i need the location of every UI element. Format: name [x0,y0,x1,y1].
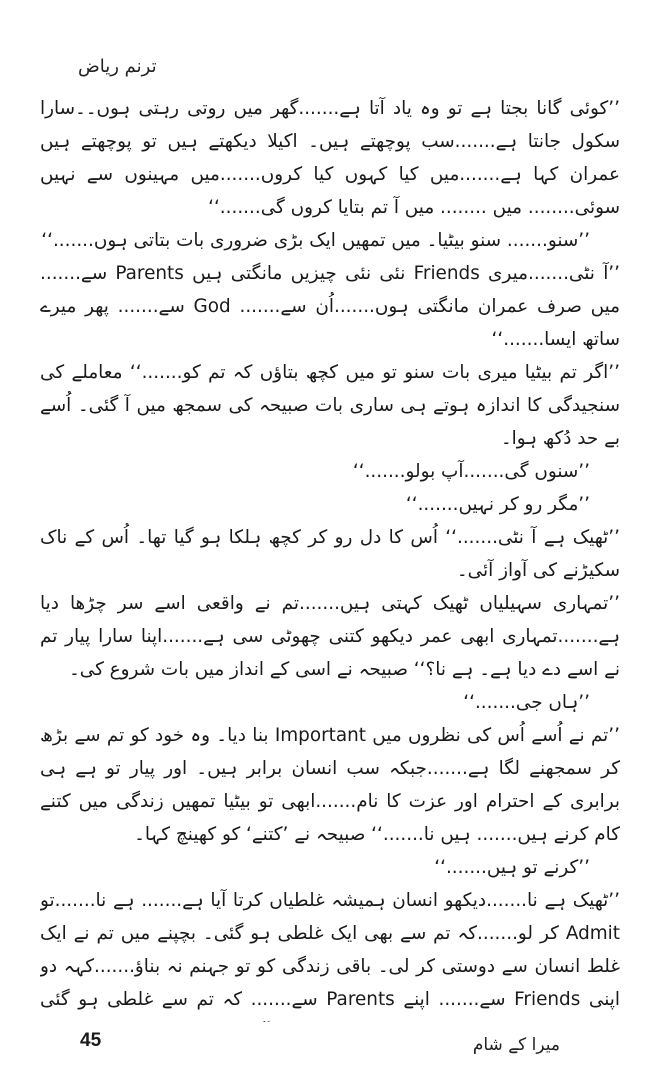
paragraph: ’’آ نٹی.......میری Friends نئی نئی چیزیں مانگتی ہیں Parents سے....... میں صرف عمران مانگتی ہوں.......اُن سے....... God سے....... پھر میرے ساتھ ایسا.......‘‘ [40,263,620,350]
paragraph: ’’سنوں گی.......آپ بولو.......‘‘ [352,461,590,482]
running-header-author: ترنم ریاض [78,56,157,77]
paragraph: ’’سنو....... سنو بیٹیا۔ میں تمھیں ایک بڑی ضروری بات بتاتی ہوں.......‘‘ [41,230,590,251]
paragraph: ’’تم نے اُسے اُس کی نظروں میں Important بنا دیا۔ وہ خود کو تم سے بڑھ کر سمجھنے لگا ہے.......جبکہ سب انسان برابر ہیں۔ اور پیار تو ہے ہی برابری کے احترام اور عزت کا نام.......ابھی تو بیٹیا تمھیں زندگی میں کتنے کام کرنے ہیں....... ہیں نا.......‘‘ صبیحہ نے ’کتنے‘ کو کھینچ کہا۔ [40,725,620,845]
running-footer-book-title: میرا کے شام [472,1035,560,1055]
page-body-text [40,92,620,1022]
paragraph: ’’کوئی گانا بجتا ہے تو وہ یاد آتا ہے.......گھر میں روتی رہتی ہوں۔۔سارا سکول جانتا ہے.......سب پوچھتے ہیں۔ اکیلا دیکھتے ہیں تو پوچھتے ہیں عمران کہا ہے.......میں کیا کہوں کیا کروں.......میں مہینوں سے نہیں سوئی........ میں ........ میں آ تم بتایا کروں گی.......‘‘ [40,98,620,218]
page-number: 45 [80,1030,102,1051]
paragraph: ’’اگر تم بیٹیا میری بات سنو تو میں کچھ بتاؤں کہ تم کو.......‘‘ معاملے کی سنجیدگی کا اندازہ ہوتے ہی ساری بات صبیحہ کی سمجھ میں آ گئی۔ اُسے بے حد دُکھ ہوا۔ [40,362,620,449]
paragraph: ’’مگر رو کر نہیں.......‘‘ [405,494,590,515]
paragraph: ’’ٹھیک ہے آ نٹی.......‘‘ اُس کا دل رو کر کچھ ہلکا ہو گیا تھا۔ اُس کے ناک سکیڑنے کی آواز آئی۔ [40,527,620,581]
paragraph: ’’ہاں جی.......‘‘ [463,692,590,713]
paragraph: ’’ٹھیک ہے نا.......دیکھو انسان ہمیشہ غلطیاں کرتا آیا ہے....... ہے نا.......تو Admit کر لو.......کہ تم سے بھی ایک غلطی ہو گئی۔ بچپنے میں تم نے ایک غلط انسان سے دوستی کر لی۔ باقی زندگی کو تو جہنم نہ بناؤ.......کہہ دو اپنی Friends سے....... اپنے Parents سے....... کہ تم سے غلطی ہو گئی [40,890,620,1010]
paragraph: ’’تمہاری سہیلیاں ٹھیک کہتی ہیں.......تم نے واقعی اسے سر چڑھا دیا ہے.......تمہاری ابھی عمر دیکھو کتنی چھوٹی سی ہے.......اپنا سارا پیار تم نے اسے دے دیا ہے۔ ہے نا؟‘‘ صبیحہ نے اسی کے انداز میں بات شروع کی۔ [40,593,620,680]
paragraph: ’’کرنے تو ہیں.......‘‘ [434,857,590,878]
